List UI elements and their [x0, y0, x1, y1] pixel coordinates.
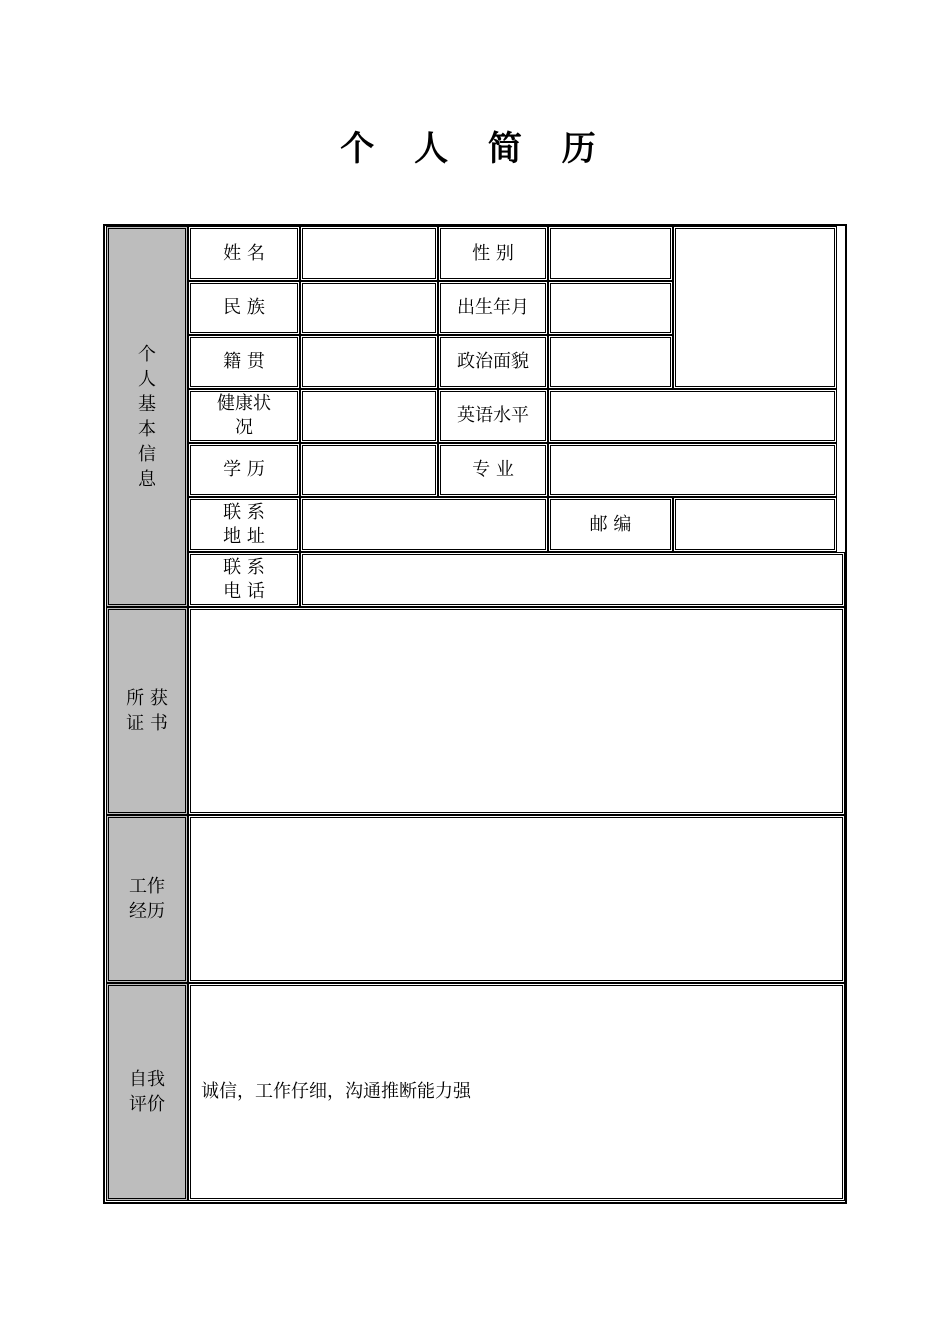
label-postcode: 邮 编 [548, 497, 673, 552]
section-basic-info [106, 226, 188, 607]
label-native-place: 籍 贯 [188, 335, 300, 389]
value-political-status[interactable] [548, 335, 673, 389]
value-phone[interactable] [300, 552, 845, 607]
certificates-content[interactable] [188, 607, 845, 815]
section-basic-info-label: 个 人 基 本 信 息 [138, 343, 156, 490]
photo-box[interactable] [673, 226, 837, 389]
label-name: 姓 名 [188, 226, 300, 281]
label-ethnicity: 民 族 [188, 281, 300, 335]
section-certificates [106, 607, 188, 815]
value-health[interactable] [300, 389, 438, 443]
value-postcode[interactable] [673, 497, 837, 552]
section-certificates-label: 所 获 证 书 [126, 688, 168, 734]
label-english-level: 英语水平 [438, 389, 548, 443]
label-phone: 联 系 电 话 [188, 552, 300, 607]
value-education[interactable] [300, 443, 438, 497]
section-self-evaluation [106, 983, 188, 1201]
work-experience-content[interactable] [188, 815, 845, 983]
label-health: 健康状 况 [188, 389, 300, 443]
value-ethnicity[interactable] [300, 281, 438, 335]
section-work-experience [106, 815, 188, 983]
value-gender[interactable] [548, 226, 673, 281]
label-gender: 性 别 [438, 226, 548, 281]
self-evaluation-text: 诚信，工作仔细，沟通推断能力强 [201, 1081, 471, 1102]
label-birth-date: 出生年月 [438, 281, 548, 335]
page-title: 个 人 简 历 [340, 129, 610, 169]
value-birth-date[interactable] [548, 281, 673, 335]
section-self-evaluation-label: 自我 评价 [129, 1069, 165, 1115]
value-english-level[interactable] [548, 389, 837, 443]
value-major[interactable] [548, 443, 837, 497]
self-evaluation-content[interactable] [188, 983, 845, 1201]
label-address: 联 系 地 址 [188, 497, 300, 552]
value-address[interactable] [300, 497, 548, 552]
value-native-place[interactable] [300, 335, 438, 389]
value-name[interactable] [300, 226, 438, 281]
label-political-status: 政治面貌 [438, 335, 548, 389]
section-work-experience-label: 工作 经历 [129, 876, 165, 922]
label-education: 学 历 [188, 443, 300, 497]
label-major: 专 业 [438, 443, 548, 497]
